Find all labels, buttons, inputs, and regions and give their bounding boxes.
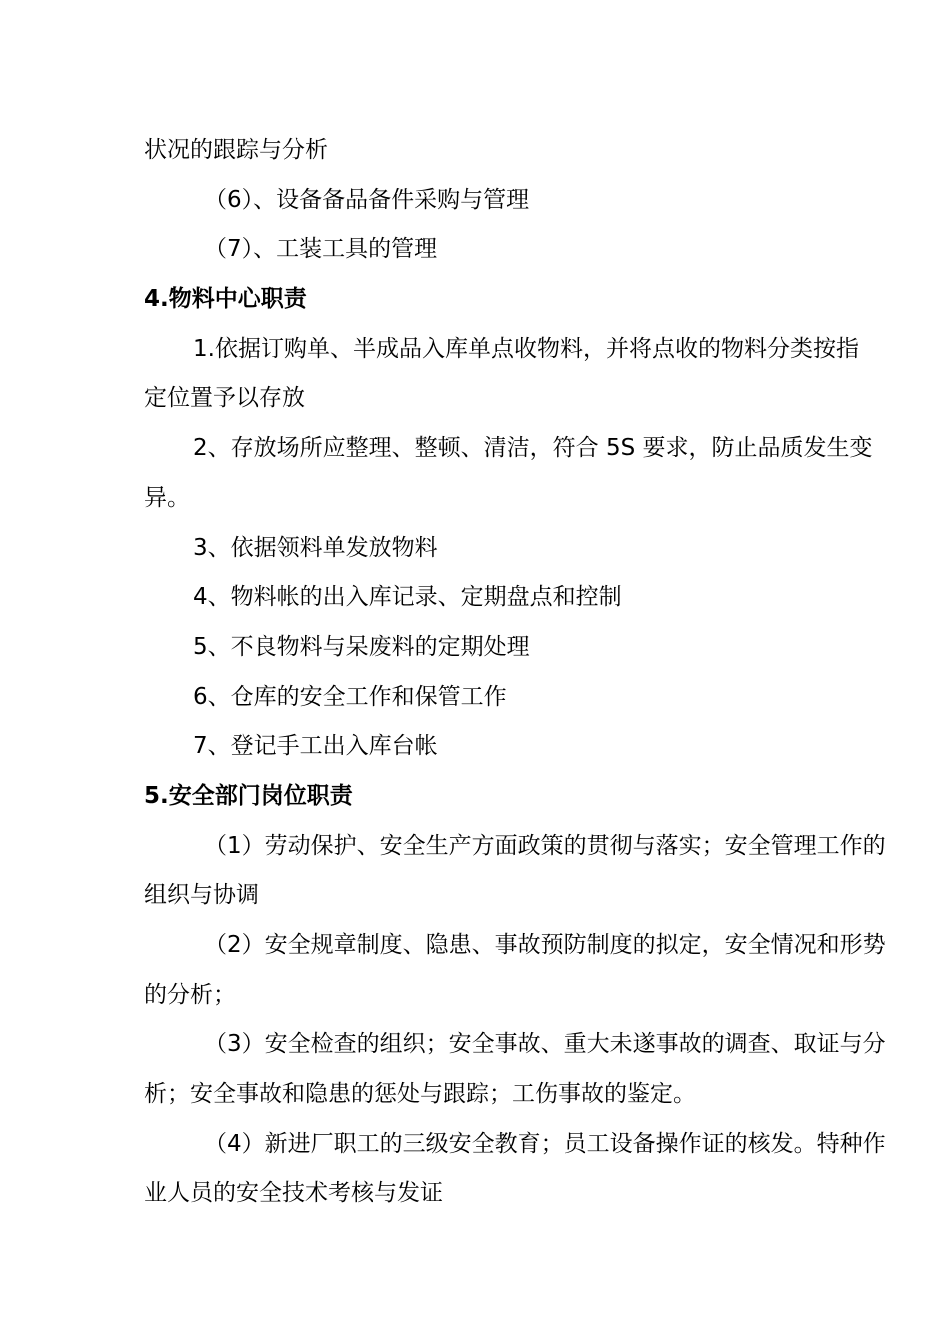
paragraph-material-2-line-2: 异。 <box>144 484 190 511</box>
paragraph-material-1-line-2: 定位置予以存放 <box>144 385 305 412</box>
list-item-tooling-management: （7）、工装工具的管理 <box>204 236 438 263</box>
list-item-material-6: 6、仓库的安全工作和保管工作 <box>193 683 507 710</box>
paragraph-material-2-line-1: 2、存放场所应整理、整顿、清洁，符合 5S 要求，防止品质发生变 <box>193 435 873 462</box>
section-heading-safety-department: 5.安全部门岗位职责 <box>144 782 353 809</box>
list-item-material-7: 7、登记手工出入库台帐 <box>193 733 438 760</box>
paragraph-safety-1-line-1: （1）劳动保护、安全生产方面政策的贯彻与落实；安全管理工作的 <box>204 832 886 859</box>
text-line-1: 状况的跟踪与分析 <box>144 137 328 163</box>
paragraph-safety-2-line-1: （2）安全规章制度、隐患、事故预防制度的拟定，安全情况和形势 <box>204 932 886 958</box>
paragraph-material-1-line-1: 1.依据订购单、半成品入库单点收物料，并将点收的物料分类按指 <box>193 335 859 362</box>
list-item-material-5: 5、不良物料与呆废料的定期处理 <box>193 633 530 660</box>
paragraph-safety-1-line-2: 组织与协调 <box>144 882 259 909</box>
list-item-material-4: 4、物料帐的出入库记录、定期盘点和控制 <box>193 584 622 611</box>
paragraph-safety-4-line-1: （4）新进厂职工的三级安全教育；员工设备操作证的核发。特种作 <box>204 1130 886 1157</box>
list-item-equipment-procurement: （6）、设备备品备件采购与管理 <box>204 186 530 213</box>
paragraph-safety-3-line-2: 析；安全事故和隐患的惩处与跟踪；工伤事故的鉴定。 <box>144 1081 696 1108</box>
section-heading-material-center: 4.物料中心职责 <box>144 286 307 313</box>
paragraph-safety-3-line-1: （3）安全检查的组织；安全事故、重大未遂事故的调查、取证与分 <box>204 1031 886 1058</box>
list-item-material-3: 3、依据领料单发放物料 <box>193 534 438 561</box>
paragraph-safety-4-line-2: 业人员的安全技术考核与发证 <box>144 1180 443 1207</box>
document-body <box>144 126 886 1219</box>
paragraph-safety-2-line-2: 的分析； <box>144 981 236 1008</box>
